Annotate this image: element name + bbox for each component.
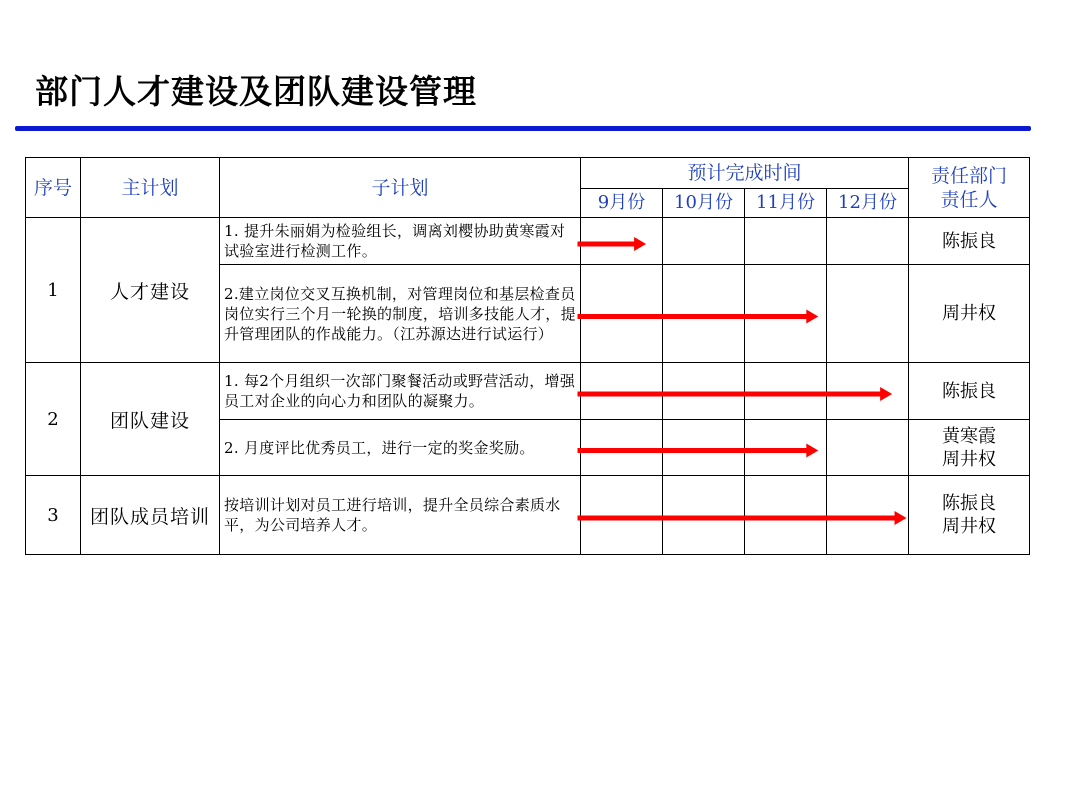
title-rule [15, 126, 1031, 131]
seq-cell: 3 [26, 476, 81, 555]
main-plan-cell: 团队建设 [81, 363, 220, 476]
owner-name: 黄寒霞 [942, 425, 997, 447]
month-cell [827, 218, 909, 265]
header-sub-plan: 子计划 [220, 158, 581, 218]
month-cell [745, 363, 827, 420]
header-dept-line2: 责任人 [940, 188, 998, 211]
header-month: 11月份 [745, 189, 827, 218]
month-cell [581, 476, 663, 555]
sub-plan-cell: 按培训计划对员工进行培训，提升全员综合素质水平，为公司培养人才。 [220, 476, 581, 555]
header-responsible [909, 158, 1030, 218]
header-month: 10月份 [663, 189, 745, 218]
table-row [26, 218, 1030, 265]
owner-cell [909, 265, 1030, 363]
owner-name: 陈振良 [942, 380, 997, 402]
month-cell [827, 363, 909, 420]
month-cell [745, 476, 827, 555]
seq-cell: 2 [26, 363, 81, 476]
owner-name: 周井权 [942, 516, 997, 537]
month-cell [663, 265, 745, 363]
month-cell [663, 476, 745, 555]
sub-plan-cell: 1. 提升朱丽娟为检验组长，调离刘樱协助黄寒霞对试验室进行检测工作。 [220, 218, 581, 265]
month-cell [663, 363, 745, 420]
owner-name: 周井权 [942, 448, 997, 470]
owner-name: 陈振良 [942, 230, 997, 252]
header-seq: 序号 [26, 158, 81, 218]
sub-plan-cell: 2. 月度评比优秀员工，进行一定的奖金奖励。 [220, 420, 581, 476]
month-cell [827, 476, 909, 555]
month-cell [663, 420, 745, 476]
seq-cell: 1 [26, 218, 81, 363]
header-expected-time: 预计完成时间 [581, 158, 909, 189]
sub-plan-cell: 2.建立岗位交叉互换机制，对管理岗位和基层检查员岗位实行三个月一轮换的制度，培训多技能人才，提升管理团队的作战能力。（江苏源达进行试运行） [220, 265, 581, 363]
header-main-plan: 主计划 [81, 158, 220, 218]
month-cell [581, 363, 663, 420]
owner-cell [909, 476, 1030, 555]
month-cell [581, 420, 663, 476]
page-title: 部门人才建设及团队建设管理 [35, 72, 477, 111]
sub-plan-cell: 1. 每2个月组织一次部门聚餐活动或野营活动，增强员工对企业的向心力和团队的凝聚力。 [220, 363, 581, 420]
owner-cell [909, 420, 1030, 476]
month-cell [745, 218, 827, 265]
owner-cell [909, 363, 1030, 420]
header-month: 9月份 [581, 189, 663, 218]
owner-name: 陈振良 [942, 493, 997, 514]
owner-name: 周井权 [942, 303, 997, 324]
plan-table [25, 157, 1030, 555]
month-cell [827, 265, 909, 363]
month-cell [581, 218, 663, 265]
main-plan-cell: 人才建设 [81, 218, 220, 363]
header-month: 12月份 [827, 189, 909, 218]
month-cell [663, 218, 745, 265]
month-cell [745, 420, 827, 476]
month-cell [827, 420, 909, 476]
header-dept-line1: 责任部门 [931, 164, 1008, 187]
main-plan-cell: 团队成员培训 [81, 476, 220, 555]
month-cell [581, 265, 663, 363]
table-row [26, 363, 1030, 420]
month-cell [745, 265, 827, 363]
table-row [26, 476, 1030, 555]
owner-cell [909, 218, 1030, 265]
